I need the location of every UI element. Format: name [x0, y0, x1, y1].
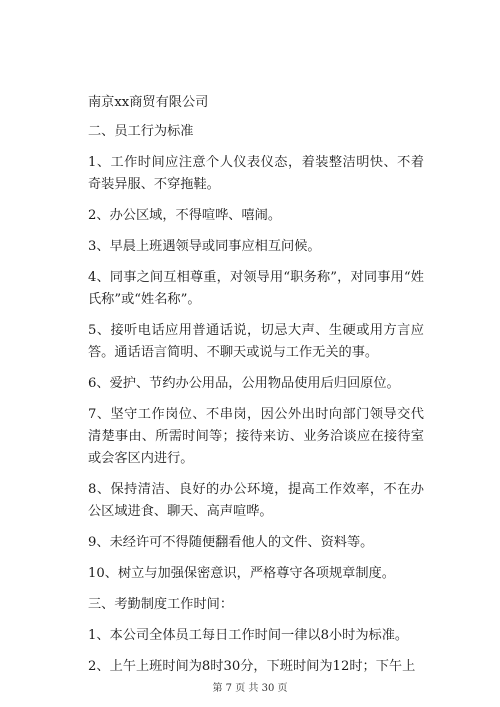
paragraph-item-6: 6、爱护、节约办公用品，公用物品使用后归回原位。	[88, 376, 400, 391]
paragraph-item-2: 2、办公区域，不得喧哗、嘻闹。	[88, 208, 282, 223]
paragraph-item-7: 7、坚守工作岗位、不串岗，因公外出时向部门领导交代清楚事由、所需时间等；接待来访、业务洽谈应在接待室或会客区内进行。	[88, 407, 424, 466]
paragraph-attendance-2: 2、上午上班时间为8时30分，下班时间为12时；下午上	[88, 659, 416, 674]
paragraph-item-10: 10、树立与加强保密意识，严格尊守各项规章制度。	[88, 566, 395, 581]
paragraph-item-9: 9、未经许可不得随便翻看他人的文件、资料等。	[88, 535, 374, 550]
paragraph-attendance-1: 1、本公司全体员工每日工作时间一律以8小时为标准。	[88, 628, 409, 643]
section-heading-behavior: 二、员工行为标准	[88, 124, 194, 139]
document-body	[88, 92, 424, 687]
paragraph-item-8: 8、保持清洁、良好的办公环境，提高工作效率，不在办公区域进食、聊天、高声喧哗。	[88, 482, 424, 519]
paragraph-item-1: 1、工作时间应注意个人仪表仪态，着装整洁明快、不着奇装异服、不穿拖鞋。	[88, 155, 424, 192]
paragraph-item-5: 5、接听电话应用普通话说，切忌大声、生硬或用方言应答。通话语言简明、不聊天或说与工作无关的事。	[88, 323, 424, 360]
company-name: 南京xx商贸有限公司	[88, 95, 209, 110]
paragraph-item-4: 4、同事之间互相尊重，对领导用“职务称”，对同事用“姓氏称”或“姓名称”。	[88, 270, 424, 307]
page-number-footer: 第 7 页 共 30 页	[212, 683, 288, 694]
paragraph-item-3: 3、早晨上班遇领导或同事应相互问候。	[88, 239, 321, 254]
section-heading-attendance: 三、考勤制度工作时间：	[88, 597, 234, 612]
